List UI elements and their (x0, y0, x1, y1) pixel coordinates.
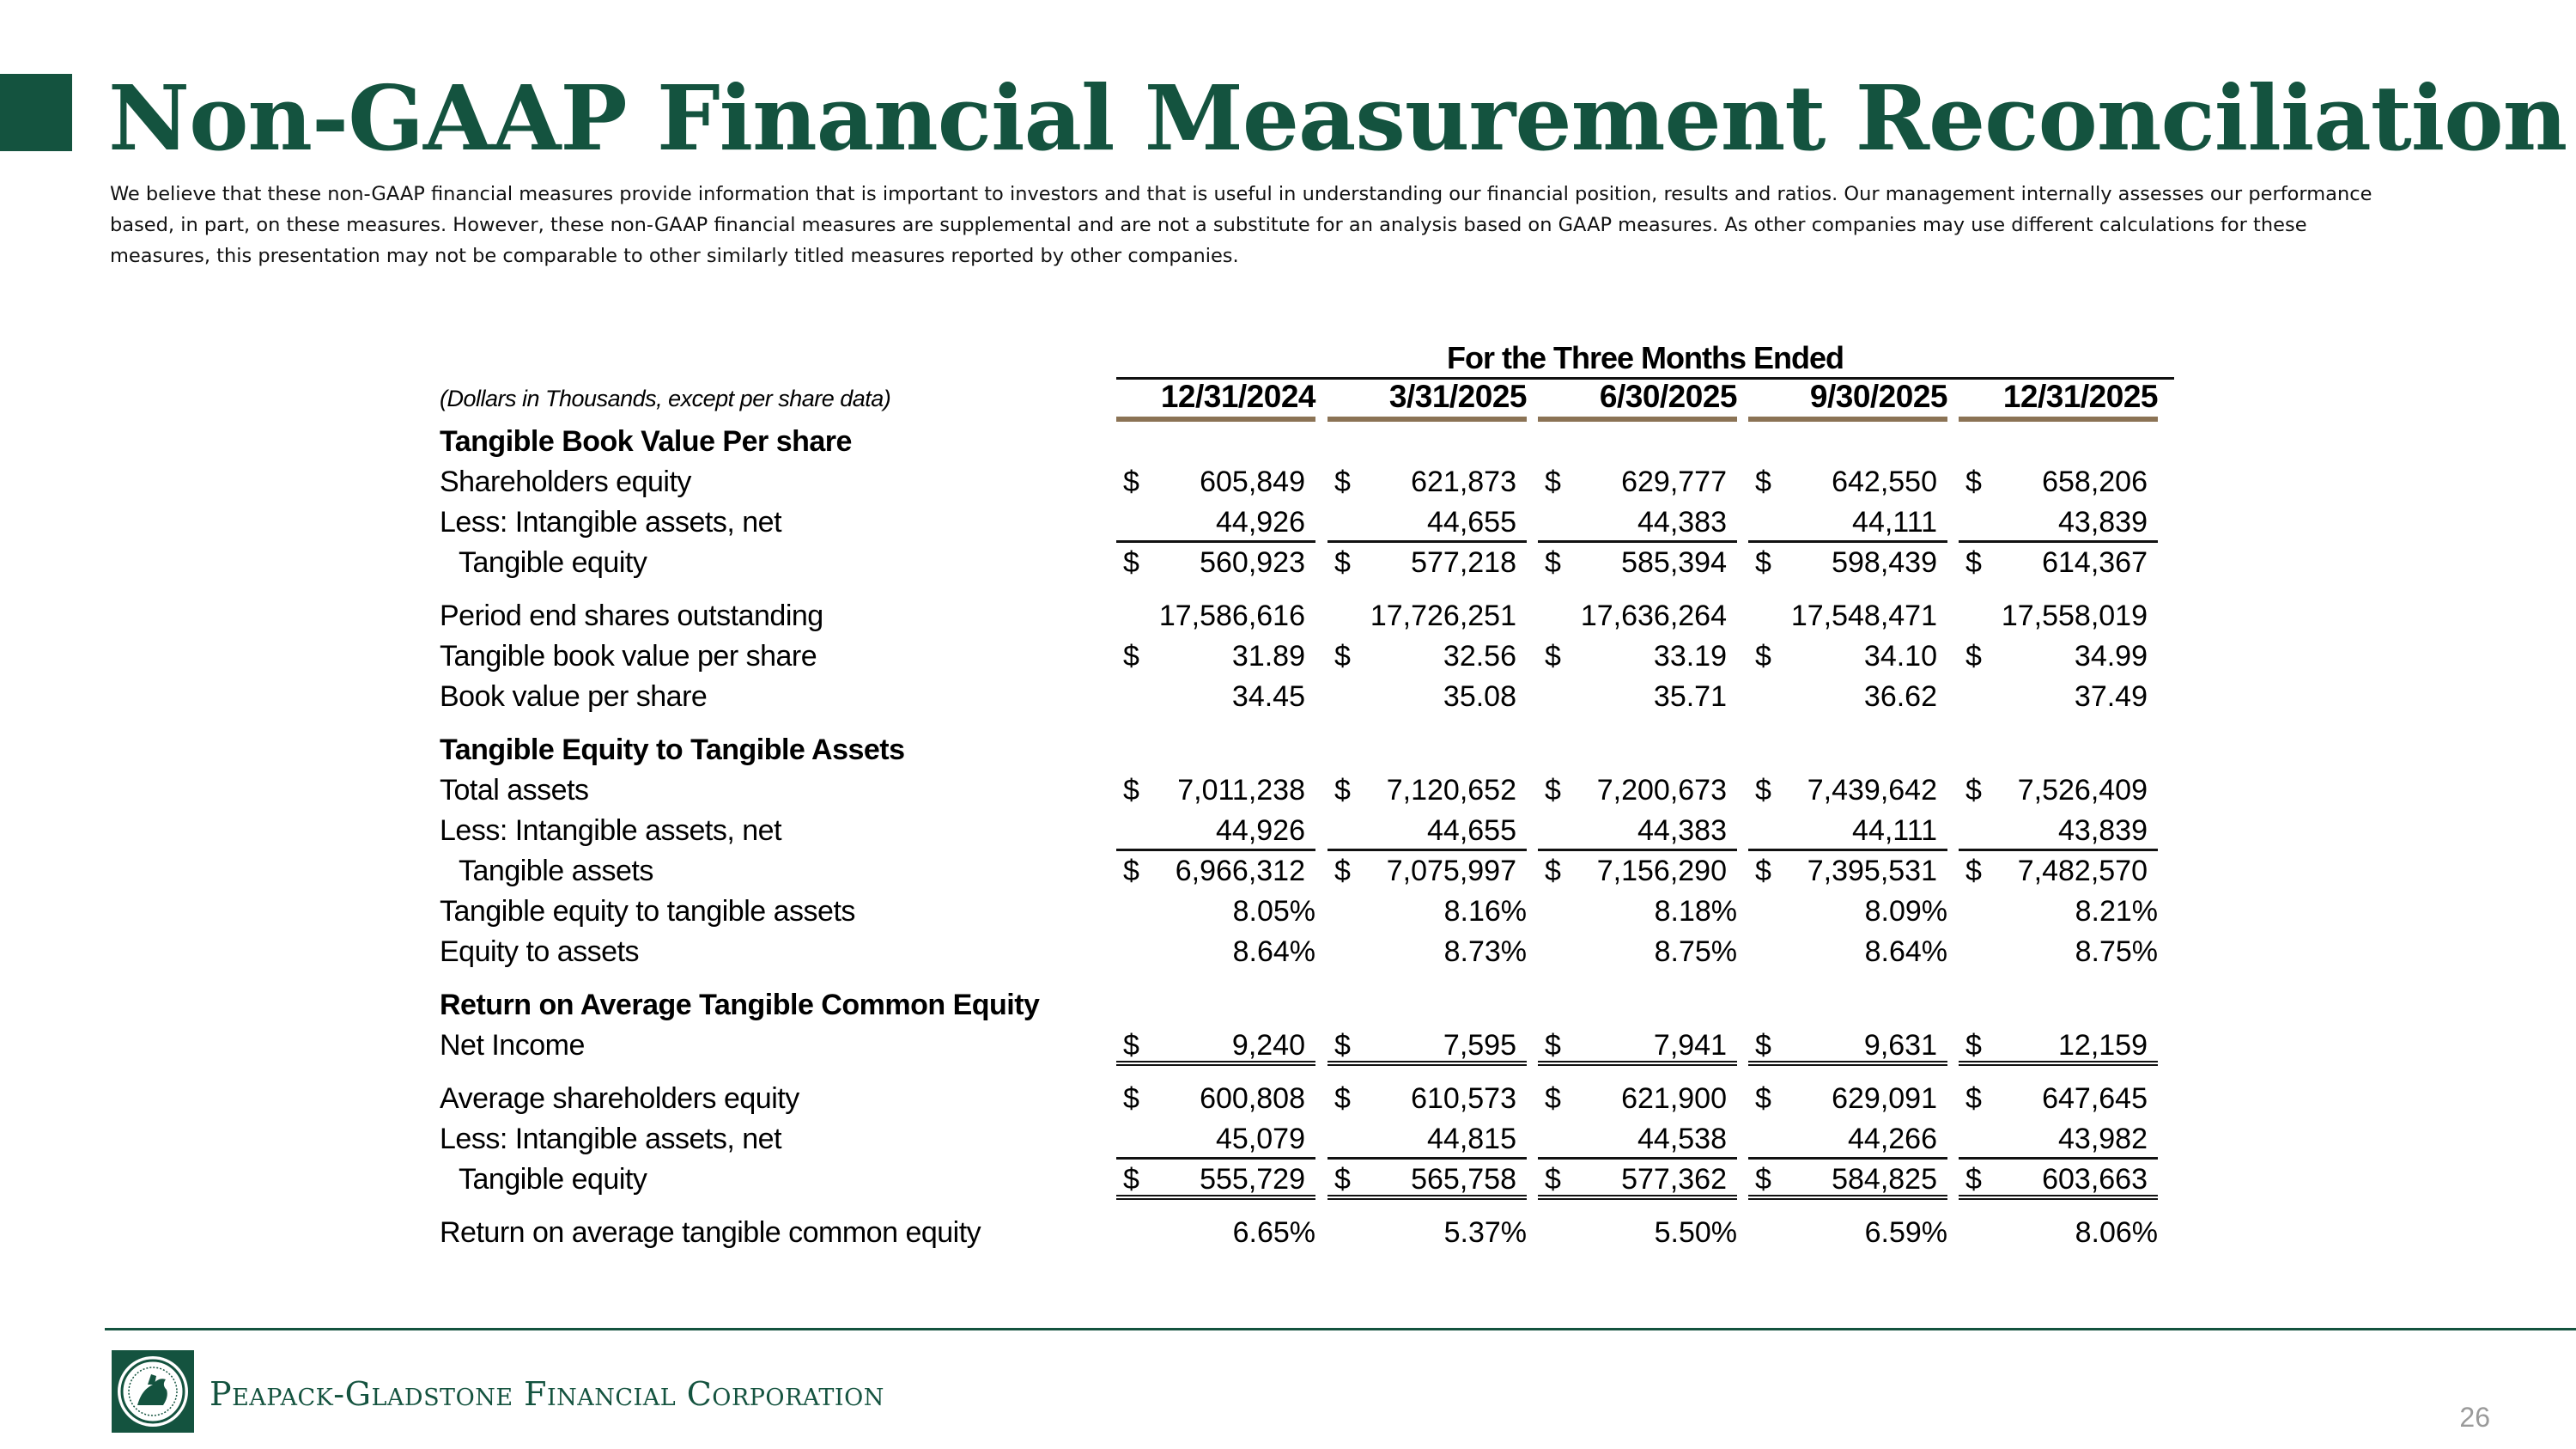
cell-value: 7,526,409 (2017, 774, 2148, 807)
cell-value: 44,926 (1216, 506, 1305, 539)
table-cell (1748, 462, 1947, 502)
table-cell (1116, 502, 1315, 543)
table-cell (1116, 636, 1315, 677)
table-cell (1748, 596, 1947, 636)
section-header-row (440, 422, 2157, 462)
currency-symbol: $ (1755, 546, 1771, 579)
cell-value: 44,655 (1427, 506, 1516, 539)
currency-symbol: $ (1965, 466, 1982, 498)
currency-symbol: $ (1545, 466, 1561, 498)
currency-symbol: $ (1545, 855, 1561, 887)
currency-symbol: $ (1755, 1029, 1771, 1062)
table-row (440, 1160, 2157, 1200)
section-header-row (440, 730, 2157, 770)
cell-value: 44,111 (1852, 814, 1937, 847)
row-label: Less: Intangible assets, net (440, 1123, 782, 1155)
currency-symbol: $ (1334, 546, 1351, 579)
cell-value: 43,982 (2058, 1123, 2148, 1155)
currency-symbol: $ (1965, 1082, 1982, 1115)
row-spacer (440, 583, 2157, 596)
currency-symbol: $ (1755, 774, 1771, 807)
cell-value: 43,839 (2058, 506, 2148, 539)
table-row (440, 1026, 2157, 1066)
cell-value: 629,777 (1621, 466, 1727, 498)
row-label: Return on average tangible common equity (440, 1216, 981, 1249)
column-header-2: 6/30/2025 (1538, 377, 1737, 422)
page-number: 26 (2459, 1402, 2490, 1433)
cell-value: 7,595 (1443, 1029, 1516, 1062)
table-row (440, 932, 2157, 972)
table-cell (1748, 932, 1947, 972)
cell-value: 44,266 (1848, 1123, 1937, 1155)
table-cell (1538, 1160, 1737, 1200)
table-cell (1748, 892, 1947, 932)
table-cell (1538, 1026, 1737, 1066)
table-row (440, 462, 2157, 502)
table-cell (1538, 851, 1737, 892)
table-cell (1959, 1119, 2158, 1160)
cell-value: 598,439 (1832, 546, 1937, 579)
currency-symbol: $ (1545, 546, 1561, 579)
cell-value: 44,815 (1427, 1123, 1516, 1155)
cell-value: 8.64% (1232, 935, 1315, 968)
cell-value: 8.16% (1443, 895, 1527, 928)
table-cell (1959, 892, 2158, 932)
table-cell (1116, 1213, 1315, 1253)
row-label: Tangible book value per share (440, 640, 817, 673)
table-cell (1116, 1026, 1315, 1066)
table-cell (1327, 636, 1527, 677)
table-cell (1327, 1026, 1527, 1066)
column-header-1: 3/31/2025 (1327, 377, 1527, 422)
table-cell (1116, 892, 1315, 932)
cell-value: 560,923 (1200, 546, 1305, 579)
table-cell (1748, 1213, 1947, 1253)
table-header-dates (440, 377, 2157, 422)
cell-value: 610,573 (1411, 1082, 1516, 1115)
row-label: Tangible equity (459, 1163, 647, 1196)
cell-value: 658,206 (2042, 466, 2148, 498)
table-row (440, 543, 2157, 583)
table-cell (1748, 770, 1947, 811)
cell-value: 6.65% (1232, 1216, 1315, 1249)
table-row (440, 892, 2157, 932)
table-row (440, 636, 2157, 677)
cell-value: 585,394 (1621, 546, 1727, 579)
cell-value: 7,395,531 (1807, 855, 1937, 887)
cell-value: 17,548,471 (1790, 600, 1937, 632)
column-header-3: 9/30/2025 (1748, 377, 1947, 422)
currency-symbol: $ (1965, 1029, 1982, 1062)
cell-value: 8.18% (1654, 895, 1737, 928)
table-cell (1538, 462, 1737, 502)
table-row (440, 1213, 2157, 1253)
cell-value: 17,636,264 (1580, 600, 1727, 632)
table-cell (1959, 677, 2158, 717)
cell-value: 9,240 (1231, 1029, 1305, 1062)
row-label: Tangible equity to tangible assets (440, 895, 855, 928)
table-cell (1327, 1119, 1527, 1160)
cell-value: 7,439,642 (1807, 774, 1937, 807)
currency-symbol: $ (1334, 1163, 1351, 1196)
cell-value: 44,538 (1637, 1123, 1727, 1155)
period-title: For the Three Months Ended (1116, 339, 2174, 380)
table-cell (1116, 932, 1315, 972)
table-cell (1748, 811, 1947, 851)
table-cell (1959, 543, 2158, 583)
units-note: (Dollars in Thousands, except per share data) (440, 386, 891, 411)
table-body (440, 422, 2157, 1253)
currency-symbol: $ (1755, 855, 1771, 887)
cell-value: 577,218 (1411, 546, 1516, 579)
table-cell (1327, 543, 1527, 583)
table-cell (1959, 1026, 2158, 1066)
cell-value: 621,900 (1621, 1082, 1727, 1115)
currency-symbol: $ (1545, 774, 1561, 807)
cell-value: 8.73% (1443, 935, 1527, 968)
currency-symbol: $ (1123, 1029, 1139, 1062)
table-cell (1959, 811, 2158, 851)
currency-symbol: $ (1334, 1082, 1351, 1115)
currency-symbol: $ (1545, 1082, 1561, 1115)
cell-value: 33.19 (1653, 640, 1727, 673)
table-cell (1748, 636, 1947, 677)
currency-symbol: $ (1334, 466, 1351, 498)
table-cell (1959, 636, 2158, 677)
row-label: Less: Intangible assets, net (440, 506, 782, 539)
table-cell (1959, 851, 2158, 892)
table-cell (1538, 811, 1737, 851)
table-cell (1327, 1213, 1527, 1253)
currency-symbol: $ (1123, 640, 1139, 673)
section-title: Tangible Equity to Tangible Assets (440, 734, 905, 766)
reconciliation-table (440, 339, 2157, 1253)
row-label: Equity to assets (440, 935, 640, 968)
table-cell (1959, 1160, 2158, 1200)
cell-value: 43,839 (2058, 814, 2148, 847)
currency-symbol: $ (1123, 855, 1139, 887)
cell-value: 8.75% (2075, 935, 2158, 968)
table-cell (1538, 892, 1737, 932)
cell-value: 34.45 (1231, 680, 1305, 713)
footer-divider (105, 1328, 2576, 1330)
table-cell (1748, 851, 1947, 892)
currency-symbol: $ (1755, 466, 1771, 498)
currency-symbol: $ (1965, 640, 1982, 673)
currency-symbol: $ (1123, 1163, 1139, 1196)
cell-value: 629,091 (1832, 1082, 1937, 1115)
cell-value: 34.99 (2074, 640, 2148, 673)
table-cell (1327, 596, 1527, 636)
cell-value: 605,849 (1200, 466, 1305, 498)
table-row (440, 596, 2157, 636)
cell-value: 6,966,312 (1175, 855, 1305, 887)
cell-value: 44,383 (1637, 506, 1727, 539)
cell-value: 7,120,652 (1386, 774, 1516, 807)
currency-symbol: $ (1123, 546, 1139, 579)
column-header-0: 12/31/2024 (1116, 377, 1315, 422)
cell-value: 36.62 (1863, 680, 1937, 713)
company-name: Peapack-Gladstone Financial Corporation (210, 1375, 884, 1413)
currency-symbol: $ (1755, 1163, 1771, 1196)
cell-value: 614,367 (2042, 546, 2148, 579)
currency-symbol: $ (1545, 1163, 1561, 1196)
table-cell (1959, 1079, 2158, 1119)
currency-symbol: $ (1545, 1029, 1561, 1062)
company-seal-icon (112, 1350, 194, 1433)
table-row (440, 677, 2157, 717)
table-row (440, 502, 2157, 543)
table-cell (1538, 770, 1737, 811)
table-cell (1959, 932, 2158, 972)
table-cell (1327, 1079, 1527, 1119)
table-cell (1327, 462, 1527, 502)
table-cell (1327, 1160, 1527, 1200)
cell-value: 8.21% (2075, 895, 2158, 928)
table-cell (1959, 502, 2158, 543)
row-label: Period end shares outstanding (440, 600, 823, 632)
table-cell (1327, 851, 1527, 892)
currency-symbol: $ (1334, 855, 1351, 887)
table-cell (1116, 1079, 1315, 1119)
cell-value: 647,645 (2042, 1082, 2148, 1115)
cell-value: 6.59% (1864, 1216, 1947, 1249)
table-cell (1327, 770, 1527, 811)
section-title: Tangible Book Value Per share (440, 425, 852, 458)
table-cell (1748, 1026, 1947, 1066)
currency-symbol: $ (1334, 640, 1351, 673)
page-title: Non-GAAP Financial Measurement Reconciliation (108, 65, 2567, 171)
table-cell (1116, 1119, 1315, 1160)
table-cell (1327, 932, 1527, 972)
table-cell (1116, 851, 1315, 892)
currency-symbol: $ (1965, 774, 1982, 807)
currency-symbol: $ (1965, 855, 1982, 887)
currency-symbol: $ (1965, 546, 1982, 579)
currency-symbol: $ (1334, 1029, 1351, 1062)
currency-symbol: $ (1334, 774, 1351, 807)
table-cell (1748, 1119, 1947, 1160)
section-title: Return on Average Tangible Common Equity (440, 989, 1040, 1021)
table-cell (1538, 932, 1737, 972)
cell-value: 37.49 (2074, 680, 2148, 713)
currency-symbol: $ (1545, 640, 1561, 673)
cell-value: 7,075,997 (1386, 855, 1516, 887)
table-cell (1116, 596, 1315, 636)
cell-value: 565,758 (1411, 1163, 1516, 1196)
table-cell (1748, 677, 1947, 717)
table-cell (1116, 1160, 1315, 1200)
cell-value: 12,159 (2058, 1029, 2148, 1062)
cell-value: 8.64% (1864, 935, 1947, 968)
table-cell (1538, 1079, 1737, 1119)
cell-value: 8.09% (1864, 895, 1947, 928)
cell-value: 7,482,570 (2017, 855, 2148, 887)
cell-value: 44,926 (1216, 814, 1305, 847)
intro-paragraph: We believe that these non-GAAP financial measures provide information that is important to investors and that is useful in understanding our financial position, results and ratios. Our management internally assesses our performance based, in part, on these measures. However, these non-GAAP financial measures are supplemental and are not a substitute for an analysis based on GAAP measures. As other companies may use different calculations for these measures, this presentation may not be comparable to other similarly titled measures reported by other companies. (110, 183, 2372, 267)
currency-symbol: $ (1965, 1163, 1982, 1196)
cell-value: 8.75% (1654, 935, 1737, 968)
row-label: Total assets (440, 774, 589, 807)
cell-value: 17,558,019 (2001, 600, 2148, 632)
table-cell (1116, 543, 1315, 583)
table-cell (1748, 1079, 1947, 1119)
table-cell (1538, 677, 1737, 717)
cell-value: 555,729 (1200, 1163, 1305, 1196)
column-header-4: 12/31/2025 (1959, 377, 2158, 422)
table-cell (1116, 770, 1315, 811)
cell-value: 8.06% (2075, 1216, 2158, 1249)
cell-value: 5.37% (1443, 1216, 1527, 1249)
table-cell (1538, 1119, 1737, 1160)
cell-value: 32.56 (1443, 640, 1516, 673)
cell-value: 603,663 (2042, 1163, 2148, 1196)
table-cell (1538, 502, 1737, 543)
table-row (440, 1079, 2157, 1119)
table-cell (1748, 502, 1947, 543)
title-accent-block (0, 74, 72, 151)
section-header-row (440, 985, 2157, 1026)
table-row (440, 1119, 2157, 1160)
cell-value: 7,011,238 (1177, 774, 1305, 807)
cell-value: 44,111 (1852, 506, 1937, 539)
cell-value: 35.71 (1653, 680, 1727, 713)
cell-value: 7,200,673 (1596, 774, 1727, 807)
cell-value: 17,586,616 (1158, 600, 1305, 632)
table-row (440, 811, 2157, 851)
cell-value: 8.05% (1232, 895, 1315, 928)
table-cell (1959, 462, 2158, 502)
cell-value: 44,655 (1427, 814, 1516, 847)
cell-value: 44,383 (1637, 814, 1727, 847)
table-cell (1327, 811, 1527, 851)
cell-value: 31.89 (1231, 640, 1305, 673)
cell-value: 584,825 (1832, 1163, 1937, 1196)
row-label: Book value per share (440, 680, 708, 713)
table-cell (1959, 596, 2158, 636)
cell-value: 577,362 (1621, 1163, 1727, 1196)
table-cell (1538, 543, 1737, 583)
cell-value: 7,941 (1653, 1029, 1727, 1062)
table-cell (1116, 677, 1315, 717)
table-cell (1116, 811, 1315, 851)
currency-symbol: $ (1123, 1082, 1139, 1115)
currency-symbol: $ (1123, 466, 1139, 498)
cell-value: 7,156,290 (1596, 855, 1727, 887)
row-label: Tangible equity (459, 546, 647, 579)
cell-value: 9,631 (1863, 1029, 1937, 1062)
row-label: Net Income (440, 1029, 585, 1062)
cell-value: 642,550 (1832, 466, 1937, 498)
table-row (440, 851, 2157, 892)
cell-value: 45,079 (1216, 1123, 1305, 1155)
row-label: Shareholders equity (440, 466, 691, 498)
table-cell (1538, 636, 1737, 677)
cell-value: 5.50% (1654, 1216, 1737, 1249)
currency-symbol: $ (1755, 640, 1771, 673)
row-spacer (440, 1066, 2157, 1079)
table-cell (1748, 543, 1947, 583)
table-cell (1116, 462, 1315, 502)
table-cell (1748, 1160, 1947, 1200)
table-cell (1959, 1213, 2158, 1253)
table-cell (1538, 1213, 1737, 1253)
table-cell (1538, 596, 1737, 636)
cell-value: 17,726,251 (1370, 600, 1516, 632)
currency-symbol: $ (1755, 1082, 1771, 1115)
row-label: Average shareholders equity (440, 1082, 799, 1115)
table-cell (1959, 770, 2158, 811)
currency-symbol: $ (1123, 774, 1139, 807)
row-spacer (440, 1200, 2157, 1213)
row-label: Tangible assets (459, 855, 653, 887)
row-spacer (440, 717, 2157, 730)
cell-value: 34.10 (1863, 640, 1937, 673)
table-row (440, 770, 2157, 811)
table-cell (1327, 502, 1527, 543)
table-cell (1327, 677, 1527, 717)
table-header-period (440, 339, 2157, 377)
cell-value: 600,808 (1200, 1082, 1305, 1115)
table-cell (1327, 892, 1527, 932)
cell-value: 35.08 (1443, 680, 1516, 713)
row-label: Less: Intangible assets, net (440, 814, 782, 847)
row-spacer (440, 972, 2157, 985)
cell-value: 621,873 (1411, 466, 1516, 498)
